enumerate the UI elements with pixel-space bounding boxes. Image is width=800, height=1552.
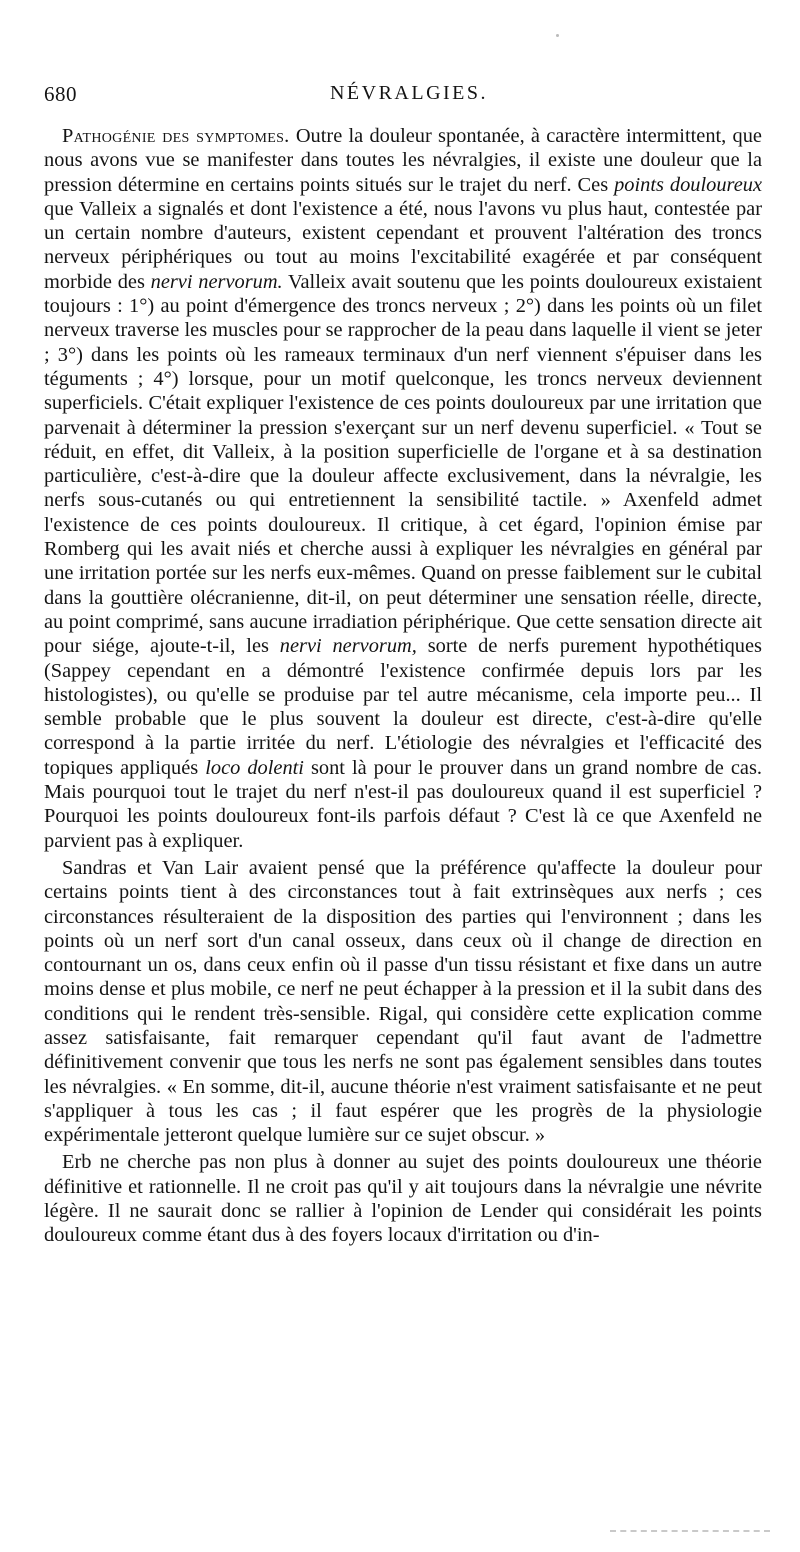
- running-title: NÉVRALGIES.: [329, 82, 489, 104]
- italic-term: points douloureux: [614, 173, 762, 196]
- text-run: que Valleix a signalés et dont l'existence a été, nous l'avons vu plus haut, contestée par un certain nombre d'auteurs, existent cependant et prouvent l'altération des troncs nerveux périphériques ou tout au moins l'excitabilité exagérée et par conséquent morbide des: [44, 197, 762, 293]
- italic-term: nervi nervorum.: [150, 270, 283, 293]
- body-text: [44, 124, 762, 1248]
- text-run: Erb ne cherche pas non plus à donner au sujet des points douloureux une théorie définitive et rationnelle. Il ne croit pas qu'il y ait toujours dans la névralgie une névrite légère. Il ne saurait donc se rallier à l'opinion de Lender qui considérait les points douloureux comme étant dus à des foyers locaux d'irritation ou d'in-: [44, 1151, 762, 1247]
- italic-term: nervi nervorum,: [279, 635, 417, 658]
- page-edge-mark: [610, 1530, 770, 1534]
- page-header: [44, 80, 764, 112]
- italic-term: loco dolenti: [205, 756, 304, 779]
- paper-speck: [556, 34, 559, 37]
- text-run: sont là pour le prouver dans un grand nombre de cas. Mais pourquoi tout le trajet du nerf n'est-il pas douloureux quand il est superficiel ? Pourquoi les points douloureux font-ils parfois défaut ? C'est là ce que Axenfeld ne parvient pas à expliquer.: [44, 756, 762, 852]
- text-run: Valleix avait soutenu que les points douloureux existaient toujours : 1°) au point d'émergence des troncs nerveux ; 2°) dans les points où un filet nerveux traverse les muscles pour se rapprocher de la peau dans laquelle il vient se jeter ; 3°) dans les points où les rameaux terminaux d'un nerf viennent s'épuiser dans les téguments ; 4°) lorsque, pour un motif quelconque, les troncs nerveux deviennent superficiels. C'était expliquer l'existence de ces points douloureux par une irritation que parvenait à déterminer la pression s'exerçant sur un nerf devenu superficiel. « Tout se réduit, en effet, dit Valleix, à la position superficielle de l'organe et à sa destination particulière, c'est-à-dire que la douleur affecte exclusivement, dans la névralgie, les nerfs sous-cutanés ou qui entretiennent la sensibilité tactile. » Axenfeld admet l'existence de ces points douloureux. Il critique, à cet égard, l'opinion émise par Romberg qui les avait niés et cherche aussi à expliquer les névralgies en général par une irritation portée sur les nerfs eux-mêmes. Quand on presse faiblement sur le cubital dans la gouttière olécranienne, dit-il, on peut déterminer une sensation réelle, directe, au point comprimé, sans aucune irradiation périphérique. Que cette sensation directe ait pour siége, ajoute-t-il, les: [44, 270, 762, 658]
- paragraph: [44, 1150, 762, 1247]
- section-lead: Pathogénie des symptomes.: [62, 125, 290, 147]
- paragraph: [44, 124, 762, 853]
- page-number: 680: [44, 82, 77, 106]
- text-run: sorte de nerfs purement hypothétiques (Sappey cependant en a démontré l'existence confirmée depuis lors par les histologistes), ou qu'elle se produise par tel autre mécanisme, cela importe peu... Il semble probable que le plus souvent la douleur est directe, c'est-à-dire qu'elle correspond à la partie irritée du nerf. L'étiologie des névralgies et l'efficacité des topiques appliqués: [44, 635, 762, 779]
- text-run: Sandras et Van Lair avaient pensé que la préférence qu'affecte la douleur pour certains points tient à des circonstances tout à fait extrinsèques aux nerfs ; ces circonstances résulteraient de la disposition des parties qui l'environnent ; dans les points où un nerf sort d'un canal osseux, dans ceux où il change de direction en contournant un os, dans ceux enfin où il passe d'un tissu résistant et fixe dans un autre moins dense et plus mobile, ce nerf ne peut échapper à la pression et il la subit dans des conditions qui le rendent très-sensible. Rigal, qui considère cette explication comme assez satisfaisante, fait remarquer cependant qu'il faut avant de l'admettre définitivement convenir que tous les nerfs ne sont pas également sensibles dans toutes les névralgies. « En somme, dit-il, aucune théorie n'est vraiment satisfaisante et ne peut s'appliquer à tous les cas ; il faut espérer que les progrès de la physiologie expérimentale jetteront quelque lumière sur ce sujet obscur. »: [44, 856, 762, 1147]
- paragraph: [44, 856, 762, 1148]
- text-run: Outre la douleur spontanée, à caractère intermittent, que nous avons vue se manifester dans toutes les névralgies, il existe une douleur que la pression détermine en certains points situés sur le trajet du nerf. Ces: [44, 125, 762, 196]
